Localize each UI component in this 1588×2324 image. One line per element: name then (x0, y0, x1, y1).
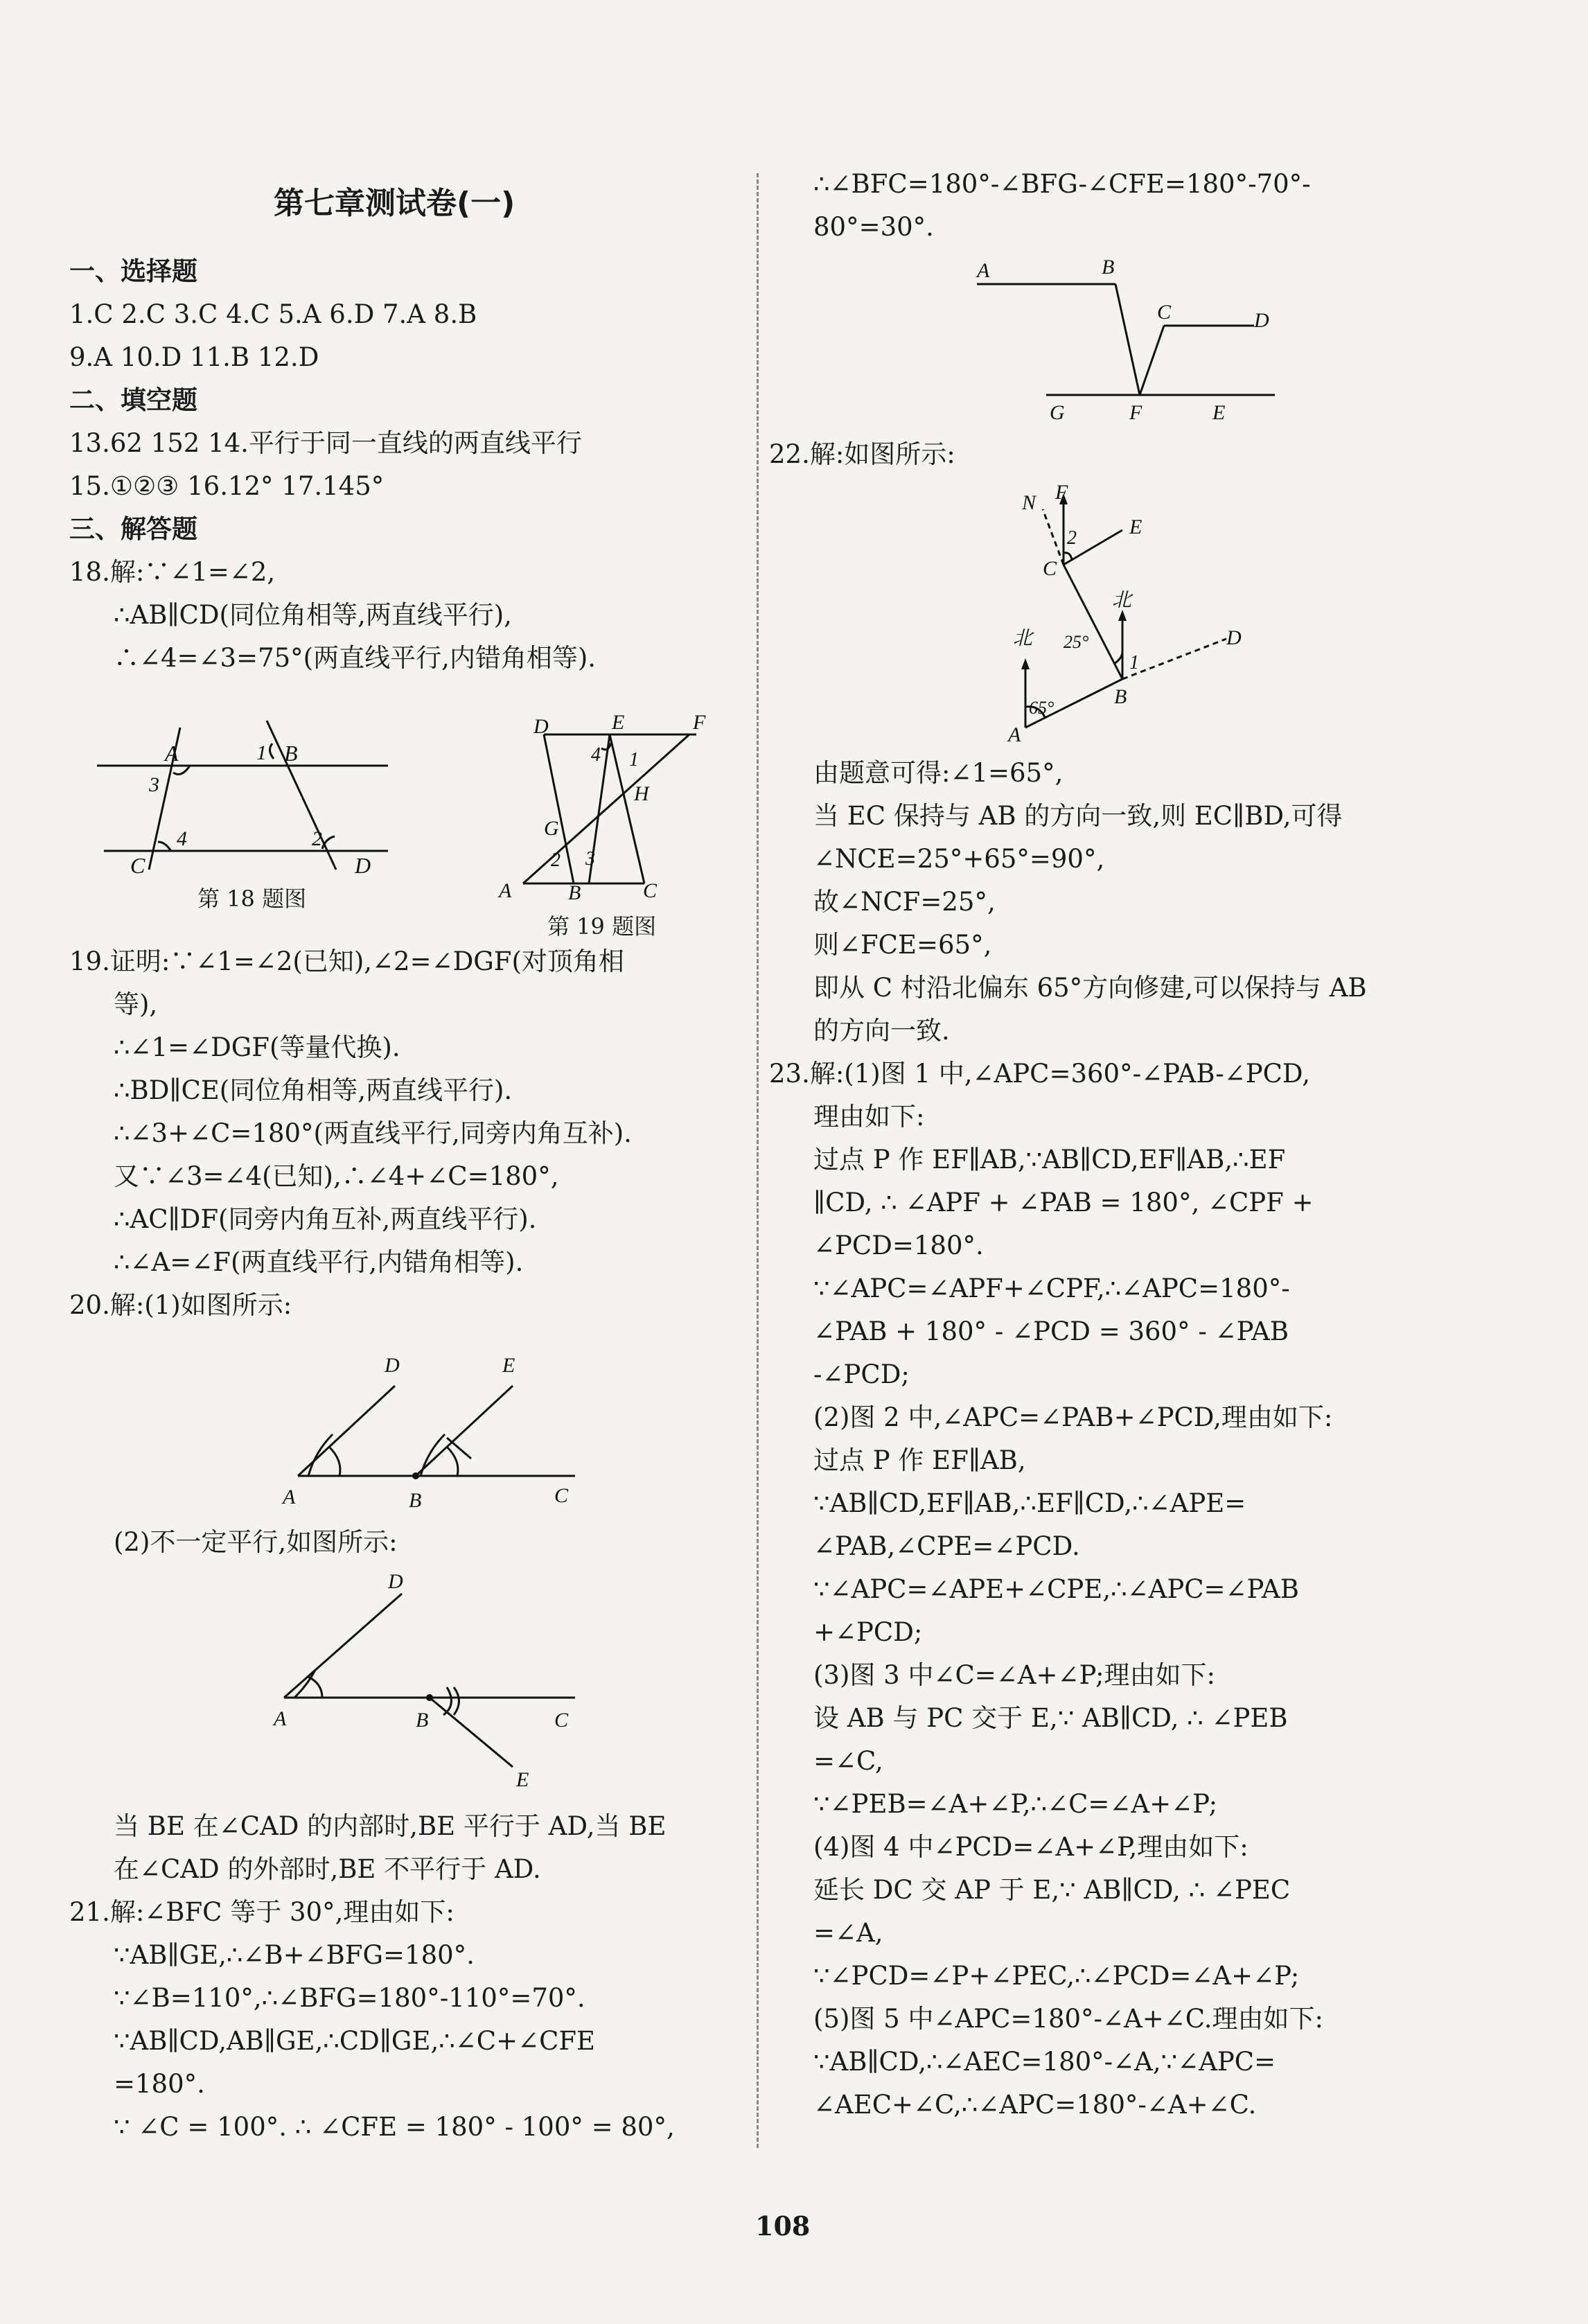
answer-line: ∴BD∥CE(同位角相等,两直线平行). (114, 1075, 513, 1105)
column-divider (757, 173, 759, 2148)
answer-line: 由题意可得:∠1=65°, (813, 758, 1064, 788)
fig18-label: 2 (312, 827, 322, 850)
fig20b-label: D (388, 1570, 403, 1593)
fig20a-label: E (502, 1354, 515, 1377)
answer-line: ∵AB∥CD,EF∥AB,∴EF∥CD,∴∠APE= (813, 1488, 1246, 1518)
answer-line: (2)图 2 中,∠APC=∠PAB+∠PCD,理由如下: (813, 1402, 1333, 1432)
answer-line: ∠NCE=25°+65°=90°, (813, 844, 1105, 874)
fig20b-label: B (416, 1709, 429, 1732)
answer-line: ∵∠APC=∠APE+∠CPE,∴∠APC=∠PAB (813, 1574, 1299, 1604)
fig22-label: 25° (1064, 632, 1089, 652)
fig18-label: 1 (256, 741, 267, 764)
answer-line: ∵∠B=110°,∴∠BFG=180°-110°=70°. (114, 1983, 585, 2013)
section-heading-choice: 一、选择题 (69, 256, 197, 286)
answer-line: ∵∠PCD=∠P+∠PEC,∴∠PCD=∠A+∠P; (813, 1961, 1300, 1991)
fig19-label: 1 (629, 749, 639, 771)
answer-line: 在∠CAD 的外部时,BE 不平行于 AD. (114, 1854, 541, 1884)
fig19-label: 2 (551, 850, 561, 871)
north-arrow-b (1118, 610, 1127, 621)
fig18-label: C (130, 853, 145, 878)
answer-line: (4)图 4 中∠PCD=∠A+∠P,理由如下: (813, 1832, 1249, 1862)
answer-line: 19.证明:∵∠1=∠2(已知),∠2=∠DGF(对顶角相 (69, 947, 624, 976)
fig22-label: D (1226, 626, 1242, 649)
answer-line: ∴AB∥CD(同位角相等,两直线平行), (114, 600, 512, 630)
answer-line: 即从 C 村沿北偏东 65°方向修建,可以保持与 AB (813, 973, 1367, 1003)
page-number: 108 (755, 2210, 811, 2242)
fig21-label: D (1254, 309, 1269, 332)
fig22-label: E (1129, 516, 1143, 538)
fig22-label: B (1114, 685, 1127, 708)
answer-line: ∠PAB,∠CPE=∠PCD. (813, 1531, 1080, 1561)
answer-line: 20.解:(1)如图所示: (69, 1290, 292, 1320)
north-arrow-a (1021, 658, 1030, 669)
answer-line: ∴∠4=∠3=75°(两直线平行,内错角相等). (114, 643, 597, 673)
fig22-label: C (1043, 557, 1057, 580)
answer-line: (2)不一定平行,如图所示: (114, 1527, 398, 1557)
answer-line: ∵AB∥CD,∴∠AEC=180°-∠A,∵∠APC= (813, 2047, 1276, 2077)
fig18-caption: 第 18 题图 (197, 886, 307, 912)
answer-line: 当 BE 在∠CAD 的内部时,BE 平行于 AD,当 BE (114, 1811, 667, 1841)
fig20a-point-b (412, 1472, 419, 1479)
answer-line: ∵∠APC=∠APF+∠CPF,∴∠APC=180°- (813, 1274, 1290, 1303)
fig22-label: 1 (1129, 652, 1139, 674)
answer-line: 18.解:∵∠1=∠2, (69, 557, 276, 587)
answer-line: 过点 P 作 EF∥AB, (813, 1445, 1026, 1475)
page-title: 第七章测试卷(一) (274, 186, 515, 221)
figure-19 (492, 711, 727, 904)
answer-line: =∠A, (813, 1918, 883, 1948)
fig19-label: C (643, 879, 658, 902)
answer-line: ∥CD, ∴ ∠APF + ∠PAB = 180°, ∠CPF + (813, 1188, 1314, 1217)
answer-line: ∴∠A=∠F(两直线平行,内错角相等). (114, 1247, 524, 1277)
figure-22 (998, 478, 1289, 755)
figure-18 (90, 700, 402, 880)
answer-line: 则∠FCE=65°, (813, 930, 992, 960)
answer-line: 23.解:(1)图 1 中,∠APC=360°-∠PAB-∠PCD, (769, 1059, 1311, 1089)
answer-line: 故∠NCF=25°, (813, 887, 996, 917)
fig20b-point-b (426, 1694, 433, 1701)
fig22-label: 北 (1112, 590, 1132, 611)
answer-line: 15.①②③ 16.12° 17.145° (69, 471, 385, 501)
fig18-label: A (165, 741, 179, 766)
section-heading-fill: 二、填空题 (69, 385, 197, 415)
fig20a-label: B (409, 1489, 422, 1512)
fig20a-label: C (554, 1484, 569, 1507)
answer-line: ∵∠PEB=∠A+∠P,∴∠C=∠A+∠P; (813, 1789, 1218, 1819)
answer-line: 9.A 10.D 11.B 12.D (69, 342, 319, 372)
answer-line: 的方向一致. (813, 1016, 950, 1046)
fig21-label: F (1129, 401, 1143, 424)
answer-line: 理由如下: (813, 1102, 925, 1132)
fig21-label: G (1050, 401, 1065, 424)
answer-line: ∠PAB + 180° - ∠PCD = 360° - ∠PAB (813, 1317, 1289, 1346)
figure-20-2 (270, 1566, 589, 1795)
fig21-label: A (977, 259, 990, 282)
answer-line: ∠AEC+∠C,∴∠APC=180°-∠A+∠C. (813, 2090, 1257, 2120)
answer-line: ∵AB∥CD,AB∥GE,∴CD∥GE,∴∠C+∠CFE (114, 2026, 596, 2056)
answer-line: 等), (114, 989, 158, 1019)
answer-line: =∠C, (813, 1746, 883, 1776)
fig22-label: N (1022, 491, 1036, 514)
fig22-label: F (1055, 481, 1068, 504)
fig22-label: A (1008, 723, 1021, 746)
answer-line: ∵AB∥GE,∴∠B+∠BFG=180°. (114, 1940, 475, 1970)
answer-line: ∴∠3+∠C=180°(两直线平行,同旁内角互补). (114, 1118, 632, 1148)
fig19-label: D (533, 715, 549, 738)
figure-21 (963, 256, 1323, 430)
fig18-label: D (355, 853, 371, 878)
answer-line: ∴AC∥DF(同旁内角互补,两直线平行). (114, 1204, 537, 1234)
fig20a-label: D (385, 1354, 400, 1377)
answer-line: ∵ ∠C = 100°. ∴ ∠CFE = 180° - 100° = 80°, (114, 2112, 675, 2142)
answer-line: -∠PCD; (813, 1359, 910, 1389)
answer-line: ∠PCD=180°. (813, 1231, 984, 1260)
fig19-label: 3 (585, 848, 595, 870)
fig20b-label: C (554, 1709, 569, 1732)
answer-line: (3)图 3 中∠C=∠A+∠P;理由如下: (813, 1660, 1216, 1690)
section-heading-solve: 三、解答题 (69, 514, 197, 544)
answer-line: +∠PCD; (813, 1617, 923, 1647)
fig19-label: H (634, 782, 649, 805)
fig19-label: B (568, 881, 581, 904)
fig19-label: 4 (591, 744, 601, 766)
fig19-label: G (544, 817, 559, 840)
answer-line: ∴∠1=∠DGF(等量代换). (114, 1032, 400, 1062)
answer-line: 设 AB 与 PC 交于 E,∵ AB∥CD, ∴ ∠PEB (813, 1703, 1288, 1733)
answer-line: =180°. (114, 2069, 205, 2099)
fig21-label: C (1157, 301, 1172, 324)
fig20a-label: A (283, 1486, 296, 1508)
answer-line: 80°=30°. (813, 212, 934, 242)
fig19-label: A (499, 879, 512, 902)
answer-line: 21.解:∠BFC 等于 30°,理由如下: (69, 1897, 455, 1927)
answer-line: (5)图 5 中∠APC=180°-∠A+∠C.理由如下: (813, 2004, 1323, 2034)
answer-line: 13.62 152 14.平行于同一直线的两直线平行 (69, 428, 582, 458)
fig22-label: 65° (1029, 698, 1055, 718)
fig20b-label: E (516, 1768, 529, 1791)
figure-20-1 (270, 1330, 589, 1517)
answer-line: 延长 DC 交 AP 于 E,∵ AB∥CD, ∴ ∠PEC (813, 1875, 1291, 1905)
fig22-label: 北 (1013, 628, 1033, 649)
fig19-label: E (612, 711, 625, 734)
fig18-label: B (284, 741, 298, 766)
fig22-label: 2 (1067, 527, 1077, 549)
answer-line: 又∵∠3=∠4(已知),∴∠4+∠C=180°, (114, 1161, 559, 1191)
fig21-label: E (1212, 401, 1226, 424)
fig21-label: B (1102, 256, 1115, 279)
answer-line: 22.解:如图所示: (769, 439, 955, 469)
answer-line: ∴∠BFC=180°-∠BFG-∠CFE=180°-70°- (813, 169, 1311, 199)
fig19-caption: 第 19 题图 (547, 913, 657, 940)
fig18-label: 3 (149, 773, 159, 796)
fig20b-label: A (274, 1707, 287, 1730)
fig18-label: 4 (177, 827, 187, 850)
answer-line: 1.C 2.C 3.C 4.C 5.A 6.D 7.A 8.B (69, 299, 477, 329)
fig19-label: F (693, 711, 706, 734)
answer-line: 当 EC 保持与 AB 的方向一致,则 EC∥BD,可得 (813, 801, 1343, 831)
answer-line: 过点 P 作 EF∥AB,∵AB∥CD,EF∥AB,∴EF (813, 1145, 1286, 1174)
